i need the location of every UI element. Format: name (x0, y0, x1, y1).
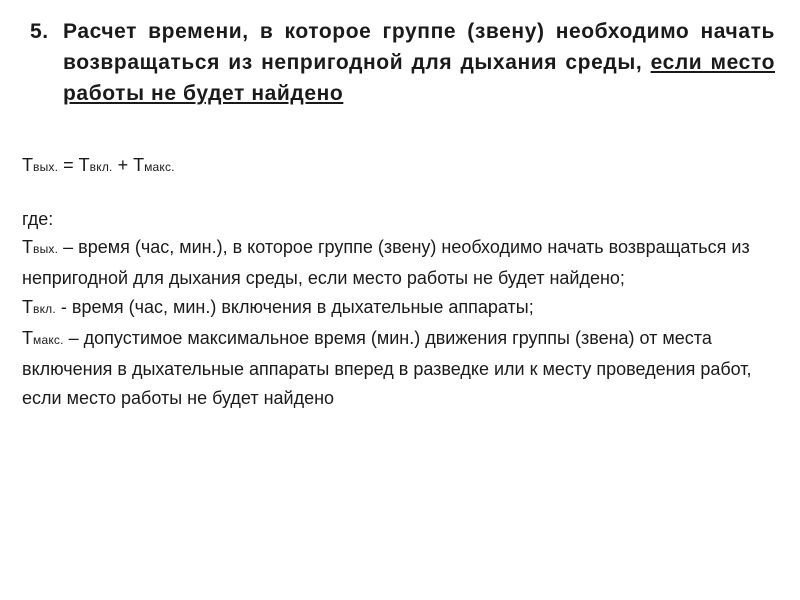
formula-t-on: Твкл. (78, 155, 113, 175)
formula-t-max-sub: макс. (144, 160, 175, 174)
definition-t-on (22, 293, 792, 324)
definition-symbol: Твых. (22, 237, 59, 257)
formula-equals: = (58, 155, 79, 175)
definition-t-max (22, 324, 792, 413)
formula (22, 150, 175, 182)
definition-text: – время (час, мин.), в которое группе (звену) необходимо начать возвращаться из непригодной для дыхания среды, если место работы не будет найдено; (22, 237, 750, 288)
heading-text-underlined: если место работы не будет найдено (63, 51, 776, 105)
definitions-list (22, 233, 792, 413)
definition-symbol: Твкл. (22, 297, 56, 317)
heading-text (30, 16, 775, 109)
formula-plus: + (112, 155, 134, 175)
formula-t-out: Твых. (22, 155, 59, 175)
definition-text: - время (час, мин.) включения в дыхательные аппараты; (55, 297, 534, 317)
section-heading (30, 16, 775, 109)
heading-text-plain: Расчет времени, в которое группе (звену) необходимо начать возвращаться из непригодной для дыхания среды, (63, 20, 775, 74)
formula-t-max: Тмакс. (133, 155, 175, 175)
formula-t-on-sub: вкл. (89, 160, 113, 174)
where-label: где: (22, 209, 54, 229)
definition-symbol: Тмакс. (22, 328, 64, 348)
definition-t-out (22, 233, 792, 293)
heading-number: 5. (30, 20, 49, 43)
definition-text: – допустимое максимальное время (мин.) движения группы (звена) от места включения в дыхательные аппараты вперед в разведке или к месту проведения работ, если место работы не будет найдено (22, 328, 752, 408)
formula-t-out-sub: вых. (33, 160, 59, 174)
